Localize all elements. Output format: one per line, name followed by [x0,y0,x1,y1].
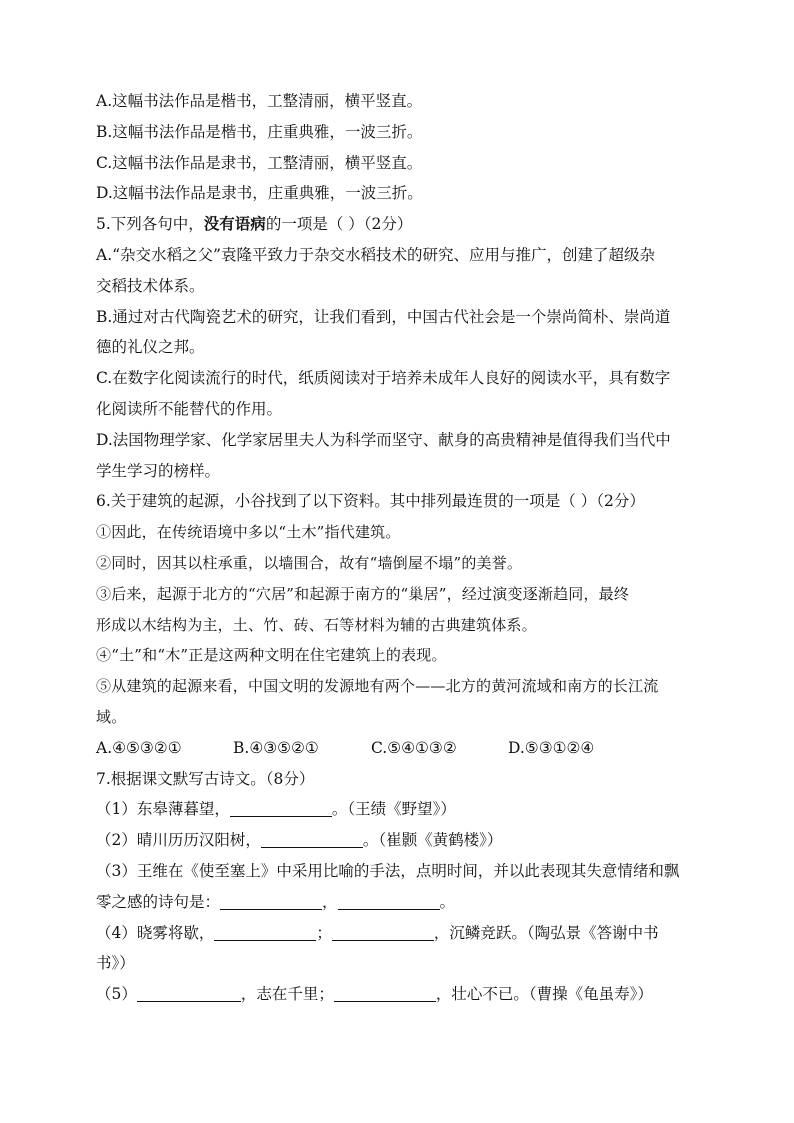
q5-option-b-line1: B.通过对古代陶瓷艺术的研究，让我们看到，中国古代社会是一个崇尚简朴、崇尚道 [96,307,671,326]
q5-option-b-line2: 德的礼仪之邦。 [96,338,205,357]
q7-item-5-blank-1[interactable] [137,984,241,1002]
q7-item-4-blank-2[interactable] [332,923,434,941]
q5-option-c-line2: 化阅读所不能替代的作用。 [96,399,283,418]
q4-option-c: C.这幅书法作品是隶书，工整清丽，横平竖直。 [96,153,423,172]
q7-item-1 [96,794,706,825]
q7-item-3-pre: 零之感的诗句是： [96,892,221,911]
q5-stem-pre: 5.下列各句中， [96,215,204,234]
q5-option-a-line1: A.“杂交水稻之父”袁隆平致力于杂交水稻技术的研究、应用与推广，创建了超级杂 [96,245,655,264]
q7-item-3-mid: ， [322,892,338,911]
q7-item-3-line1: （3）王维在《使至塞上》中采用比喻的手法，点明时间，并以此表现其失意情绪和飘 [96,861,680,880]
q5-option-a-line2: 交稻技术体系。 [96,276,205,295]
q5-option-d-line2: 学生学习的榜样。 [96,461,221,480]
q5-option-c-line1: C.在数字化阅读流行的时代，纸质阅读对于培养未成年人良好的阅读水平，具有数字 [96,369,671,388]
q5-stem-post: 的一项是（ ）（2分） [265,215,413,234]
q6-sentence-5-line1: ⑤从建筑的起源来看，中国文明的发源地有两个——北方的黄河流域和南方的长江流 [96,677,659,696]
q5-stem [96,209,706,240]
q7-item-5-mid: ，志在千里； [240,985,334,1004]
q7-item-3-blank-2[interactable] [338,892,440,910]
q5-option-d-line1: D.法国物理学家、化学家居里夫人为科学而坚守、献身的高贵精神是值得我们当代中 [96,430,671,449]
q7-item-4-blank-1[interactable] [214,923,316,941]
q6-sentence-1: ①因此，在传统语境中多以“土木”指代建筑。 [96,523,401,542]
q7-item-4-mid: ； [316,923,332,942]
q6-sentence-2: ②同时，因其以柱承重，以墙围合，故有“墙倒屋不塌”的美誉。 [96,553,523,572]
q7-item-5 [96,979,706,1010]
q6-sentence-5-line2: 域。 [96,707,127,726]
q7-item-2-post: 。（崔颢《黄鹤楼》） [362,831,503,850]
q7-item-3-line2 [96,887,706,918]
q7-item-1-blank[interactable] [230,799,332,817]
q6-sentence-3-line1: ③后来，起源于北方的“穴居”和起源于南方的“巢居”，经过演变逐渐趋同，最终 [96,584,630,603]
exam-page [96,86,706,1010]
q7-item-1-post: 。（王绩《野望》） [331,800,456,819]
q7-item-5-pre: （5） [96,985,137,1004]
q7-item-4-post: ，沉鳞竞跃。（陶弘景《答谢中书 [433,923,659,942]
q7-item-2-pre: （2）晴川历历汉阳树， [96,831,261,850]
q6-option-d: D.⑤③①②④ [508,738,595,757]
q7-item-4-line2: 书》） [96,954,135,973]
q5-stem-bold: 没有语病 [203,214,266,234]
q4-option-b: B.这幅书法作品是楷书，庄重典雅，一波三折。 [96,122,423,141]
q4-option-d: D.这幅书法作品是隶书，庄重典雅，一波三折。 [96,184,423,203]
q6-options [96,733,706,764]
q6-option-b: B.④③⑤②① [233,738,319,757]
q7-item-5-post: ，壮心不已。（曹操《龟虽寿》） [435,985,653,1004]
q7-item-5-blank-2[interactable] [334,984,436,1002]
q7-stem: 7.根据课文默写古诗文。（8分） [96,769,315,788]
q7-item-2 [96,825,706,856]
q6-sentence-3-line2: 形成以木结构为主，土、竹、砖、石等材料为辅的古典建筑体系。 [96,615,537,634]
q7-item-3-blank-1[interactable] [220,892,322,910]
q4-option-a: A.这幅书法作品是楷书，工整清丽，横平竖直。 [96,92,423,110]
q6-option-c: C.⑤④①③② [371,738,457,757]
q7-item-4-pre: （4）晓雾将歇， [96,923,215,942]
q6-sentence-4: ④“土”和“木”正是这两种文明在住宅建筑上的表现。 [96,646,447,665]
q7-item-2-blank[interactable] [261,830,363,848]
q6-stem: 6.关于建筑的起源，小谷找到了以下资料。其中排列最连贯的一项是（ ）（2分） [96,492,645,511]
q7-item-4-line1 [96,918,706,949]
q7-item-3-post: 。 [439,892,456,911]
q6-option-a: A.④⑤③②① [96,738,182,757]
q7-item-1-pre: （1）东皋薄暮望， [96,800,230,819]
